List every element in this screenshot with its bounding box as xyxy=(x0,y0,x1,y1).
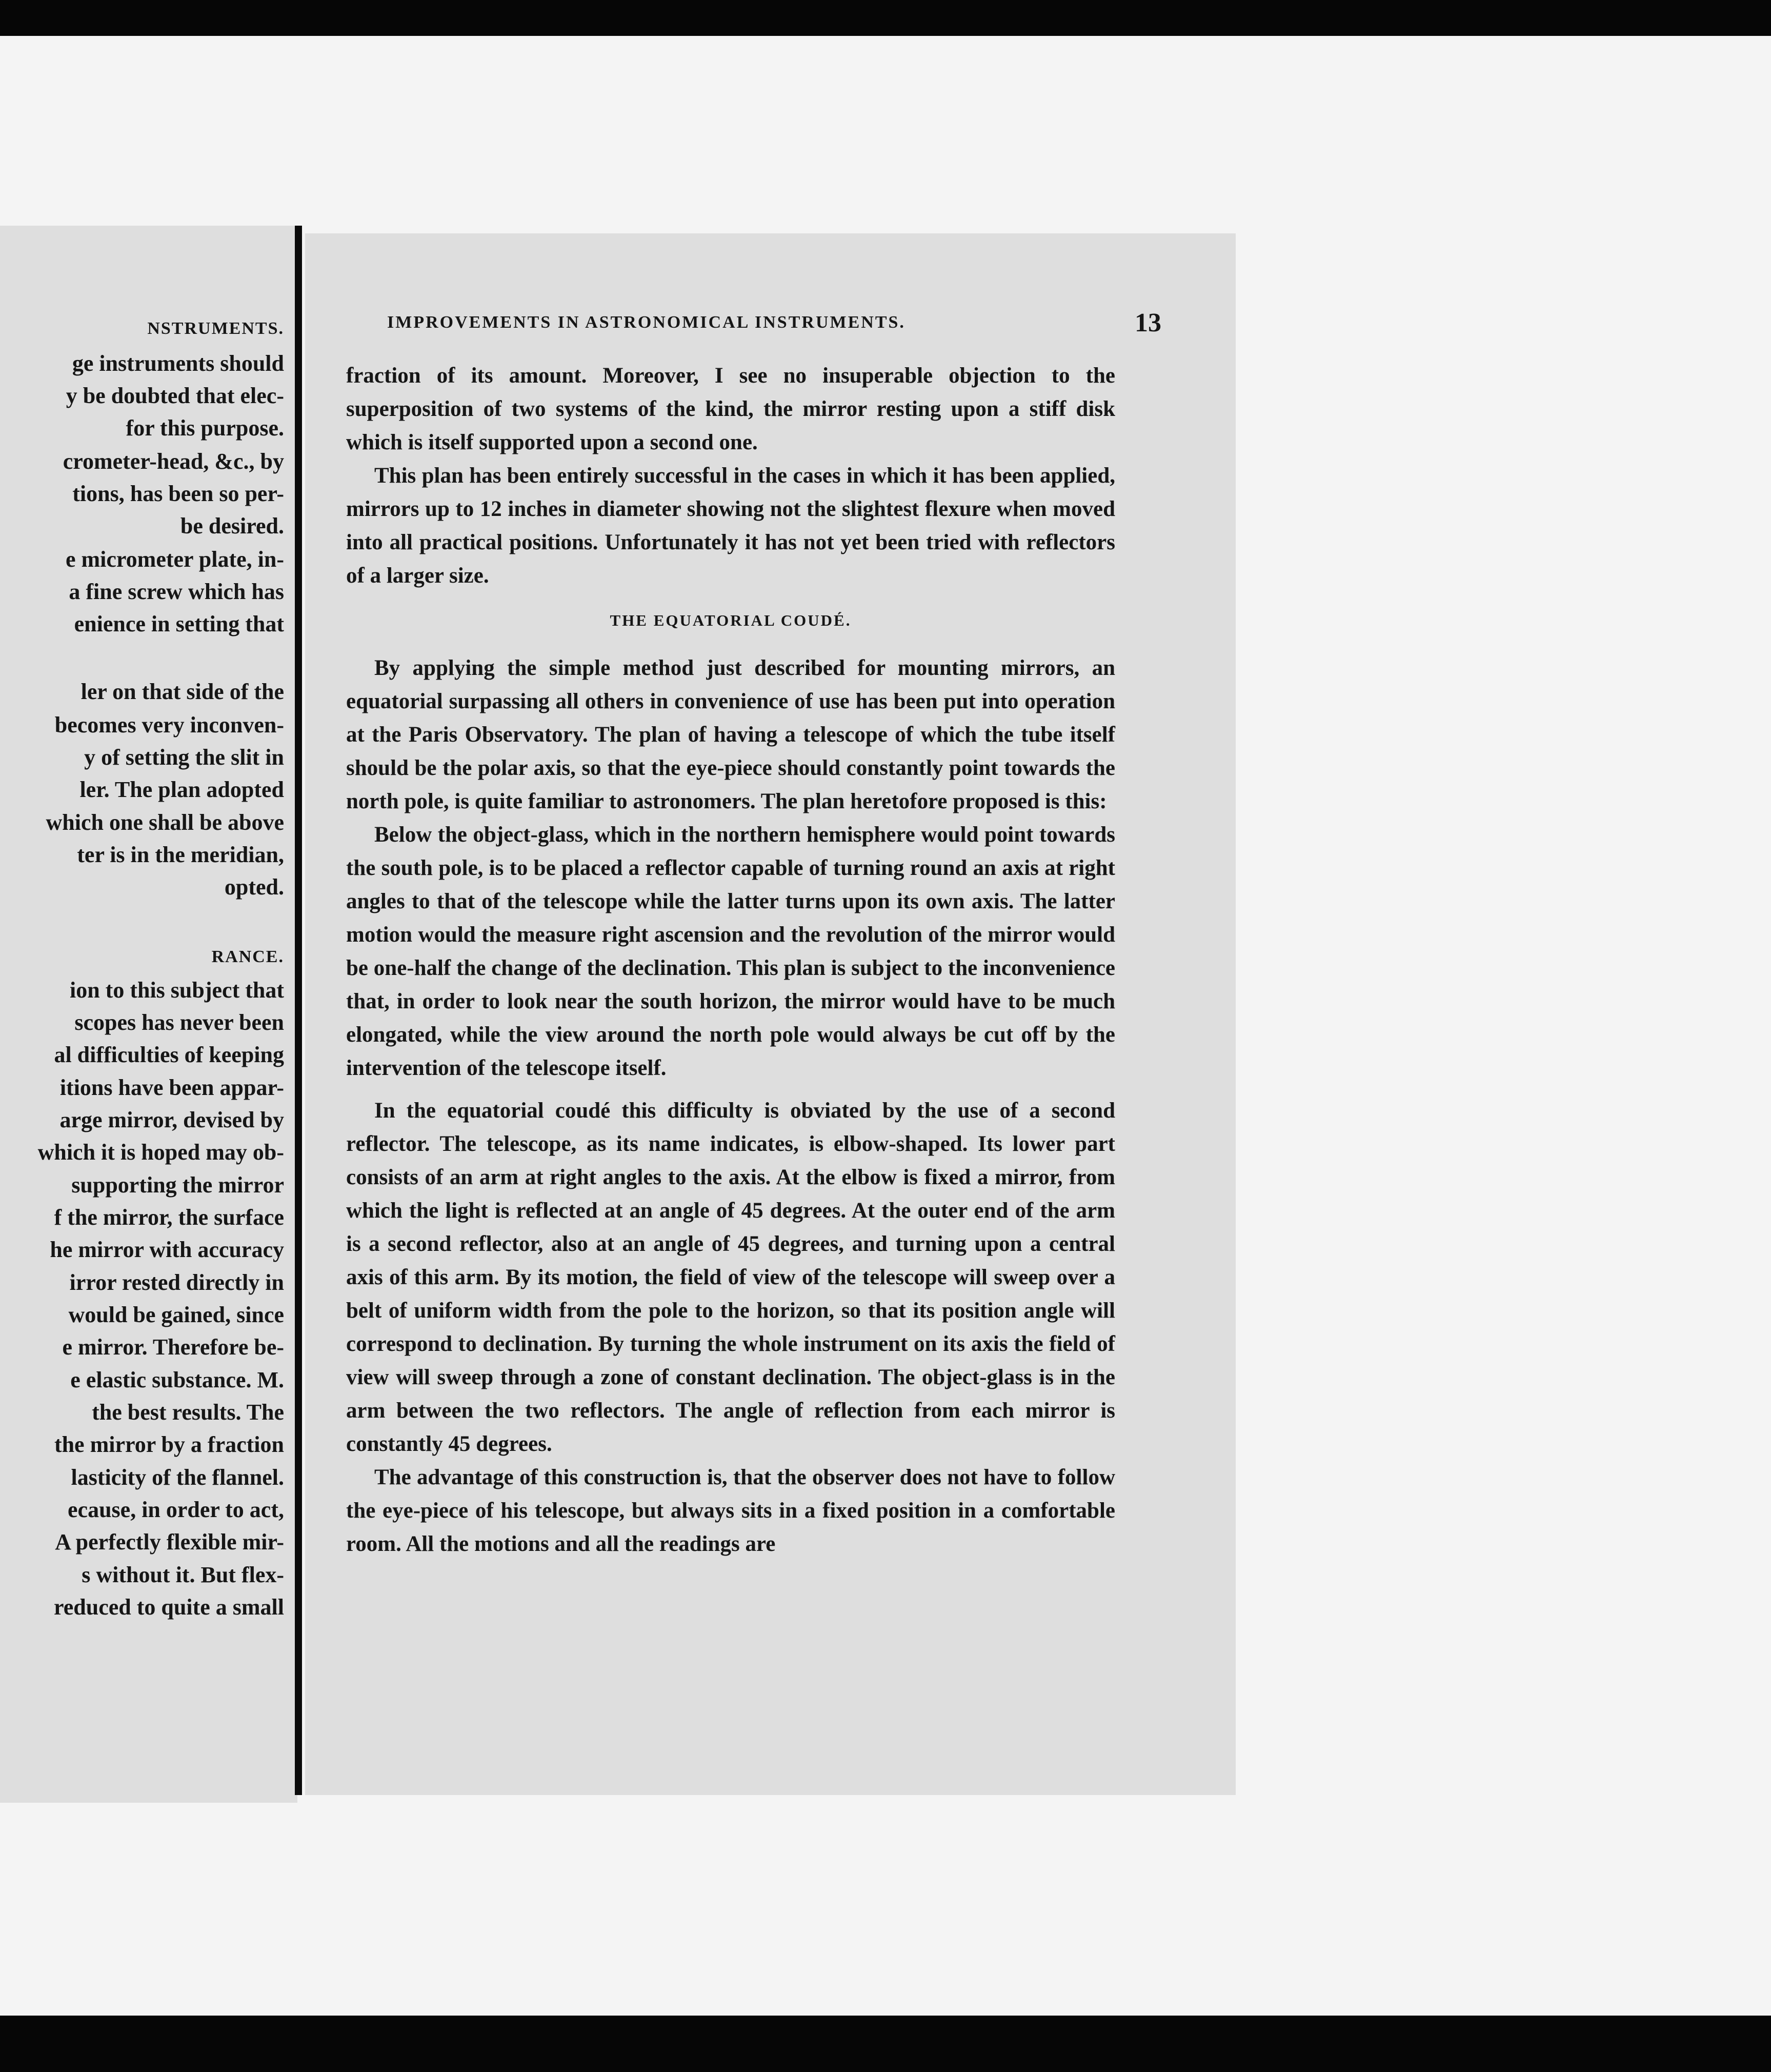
left-page-line: be desired. xyxy=(180,513,284,539)
section-heading: THE EQUATORIAL COUDÉ. xyxy=(610,611,852,629)
left-page-line: enience in setting that xyxy=(74,611,284,636)
left-page-line: scopes has never been xyxy=(74,1010,284,1035)
left-page-line: tions, has been so per- xyxy=(72,481,284,506)
left-page-line: becomes very inconven- xyxy=(54,712,284,738)
left-page-line: ler on that side of the xyxy=(80,679,284,704)
paragraph-2: This plan has been entirely successful in the cases in which it has been applied, mirrors up to 12 inches in diameter showing not the slightest flexure when moved into all practical positions. Unfortunately it has not yet been tried with reflectors of a larger size. xyxy=(346,464,1115,588)
right-page-body xyxy=(346,359,1115,1561)
scan-border-top xyxy=(0,0,1771,36)
page-number: 13 xyxy=(1135,308,1161,337)
paragraph-1: fraction of its amount. Moreover, I see no insuperable objection to the superposition of two systems of the kind, the mirror resting upon a stiff disk which is itself supported upon a second one. xyxy=(346,364,1115,454)
left-page-line: would be gained, since xyxy=(68,1302,284,1327)
left-page-line: irror rested directly in xyxy=(69,1270,284,1295)
left-page-line: e elastic substance. M. xyxy=(70,1367,284,1392)
running-head: IMPROVEMENTS IN ASTRONOMICAL INSTRUMENTS. xyxy=(387,313,905,332)
left-page-line: y be doubted that elec- xyxy=(66,383,284,408)
left-page-line: itions have been appar- xyxy=(59,1075,284,1100)
left-page-line: supporting the mirror xyxy=(71,1172,284,1198)
left-page-line: y of setting the slit in xyxy=(84,745,284,770)
left-page-line: lasticity of the flannel. xyxy=(71,1465,284,1490)
left-page-line: ter is in the meridian, xyxy=(77,842,284,867)
left-page-line: reduced to quite a small xyxy=(54,1595,284,1620)
left-page-line: e micrometer plate, in- xyxy=(66,547,284,572)
left-page-line: which one shall be above xyxy=(46,810,284,835)
paragraph-6: The advantage of this construction is, that the observer does not have to follow the eye-piece of his telescope, but always sits in a fixed position in a comfortable room. All the motions and all the readings are xyxy=(346,1465,1115,1556)
left-page-line: the mirror by a fraction xyxy=(54,1432,284,1457)
paragraph-4: Below the object-glass, which in the northern hemisphere would point towards the south pole, is to be placed a reflector capable of turning round an axis at right angles to that of the telescope while the latter turns upon its own axis. The latter motion would the measure right ascension and the revolution of the mirror would be one-half the change of the declination. This plan is subject to the inconvenience that, in order to look near the south horizon, the mirror would have to be much elongated, while the view around the north pole would always be cut off by the intervention of the telescope itself. xyxy=(346,823,1115,1080)
left-page-line: for this purpose. xyxy=(126,415,284,441)
right-page xyxy=(305,233,1236,1795)
left-page-line: crometer-head, &c., by xyxy=(63,449,284,474)
left-page-line: opted. xyxy=(224,874,284,900)
left-page-line: a fine screw which has xyxy=(69,579,284,604)
left-page-line: the best results. The xyxy=(92,1400,284,1425)
paragraph-5: In the equatorial coudé this difficulty is obviated by the use of a second reflector. The telescope, as its name indicates, is elbow-shaped. Its lower part consists of an arm at right angles to the axis. At the elbow is fixed a mirror, from which the light is reflected at an angle of 45 degrees. At the outer end of the arm is a second reflector, also at an angle of 45 degrees, and turning upon a central axis of this arm. By its motion, the field of view of the telescope will sweep over a belt of uniform width from the pole to the horizon, so that its position angle will correspond to declination. By turning the whole instrument on its axis the field of view will sweep through a zone of constant declination. The object-glass is in the arm between the two reflectors. The angle of reflection from each mirror is constantly 45 degrees. xyxy=(346,1099,1115,1456)
left-page-line: ge instruments should xyxy=(72,351,284,376)
left-page-line: f the mirror, the surface xyxy=(54,1205,284,1230)
left-page-line: A perfectly flexible mir- xyxy=(55,1529,284,1555)
scan-border-bottom xyxy=(0,2016,1771,2072)
left-page-line: e mirror. Therefore be- xyxy=(62,1334,284,1360)
book-spine xyxy=(295,226,302,1795)
left-page-line: NSTRUMENTS. xyxy=(147,319,284,338)
left-page-line: arge mirror, devised by xyxy=(59,1107,284,1132)
left-page-line: which it is hoped may ob- xyxy=(37,1140,284,1165)
left-page-line: ecause, in order to act, xyxy=(68,1497,284,1522)
left-page xyxy=(0,226,297,1803)
page-header xyxy=(346,308,1161,338)
left-page-line: al difficulties of keeping xyxy=(54,1042,284,1067)
left-page-line: ion to this subject that xyxy=(69,978,284,1003)
left-page-line: ler. The plan adopted xyxy=(79,777,284,802)
left-page-line: RANCE. xyxy=(211,947,284,966)
left-page-line: he mirror with accuracy xyxy=(50,1237,284,1262)
left-page-line: s without it. But flex- xyxy=(82,1562,284,1587)
paragraph-3: By applying the simple method just described for mounting mirrors, an equatorial surpassing all others in convenience of use has been put into operation at the Paris Observatory. The plan of having a telescope of which the tube itself should be the polar axis, so that the eye-piece should constantly point towards the north pole, is quite familiar to astronomers. The plan heretofore proposed is this: xyxy=(346,656,1115,813)
